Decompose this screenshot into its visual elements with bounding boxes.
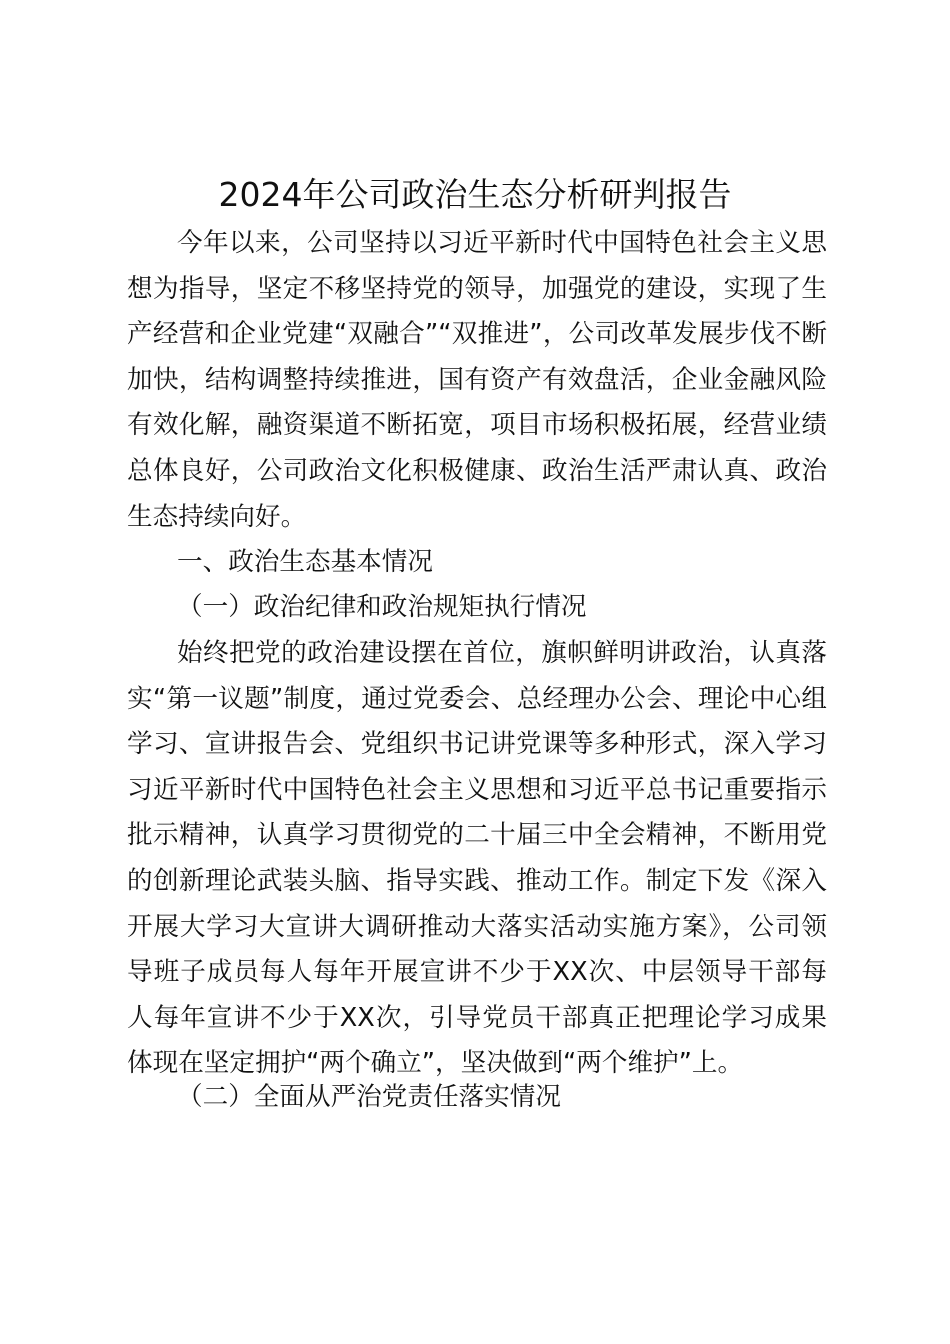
paragraph-line: 想为指导，坚定不移坚持党的领导，加强党的建设，实现了生 — [127, 273, 827, 304]
subsection-heading: （二）全面从严治党责任落实情况 — [177, 1082, 561, 1112]
paragraph-line: 实“第一议题”制度，通过党委会、总经理办公会、理论中心组 — [127, 683, 827, 714]
paragraph-line: 生态持续向好。 — [127, 501, 307, 532]
intro-paragraph — [127, 221, 827, 540]
paragraph-line: 习近平新时代中国特色社会主义思想和习近平总书记重要指示 — [127, 774, 827, 805]
section-heading: 一、政治生态基本情况 — [177, 547, 433, 577]
paragraph-line: 学习、宣讲报告会、党组织书记讲党课等多种形式，深入学习 — [127, 729, 827, 760]
paragraph-line: 批示精神，认真学习贯彻党的二十届三中全会精神，不断用党 — [127, 820, 827, 851]
paragraph-line: 始终把党的政治建设摆在首位，旗帜鲜明讲政治，认真落 — [177, 638, 827, 668]
paragraph-line: 体现在坚定拥护“两个确立”，坚决做到“两个维护”上。 — [127, 1048, 744, 1079]
paragraph-line: 导班子成员每人每年开展宣讲不少于XX次、中层领导干部每 — [127, 957, 827, 988]
paragraph-line: 开展大学习大宣讲大调研推动大落实活动实施方案》，公司领 — [127, 911, 827, 942]
subsection-heading: （一）政治纪律和政治规矩执行情况 — [177, 592, 587, 622]
paragraph-line: 有效化解，融资渠道不断拓宽，项目市场积极拓展，经营业绩 — [127, 410, 827, 441]
paragraph-line: 产经营和企业党建“双融合”“双推进”，公司改革发展步伐不断 — [127, 319, 827, 350]
subsection-paragraph — [127, 631, 827, 1087]
paragraph-line: 的创新理论武装头脑、指导实践、推动工作。制定下发《深入 — [127, 865, 827, 896]
paragraph-line: 加快，结构调整持续推进，国有资产有效盘活，企业金融风险 — [127, 364, 827, 395]
document-title: 2024年公司政治生态分析研判报告 — [218, 175, 732, 214]
paragraph-line: 人每年宣讲不少于XX次，引导党员干部真正把理论学习成果 — [127, 1002, 827, 1033]
paragraph-line: 今年以来，公司坚持以习近平新时代中国特色社会主义思 — [177, 228, 827, 258]
paragraph-line: 总体良好，公司政治文化积极健康、政治生活严肃认真、政治 — [127, 455, 827, 486]
